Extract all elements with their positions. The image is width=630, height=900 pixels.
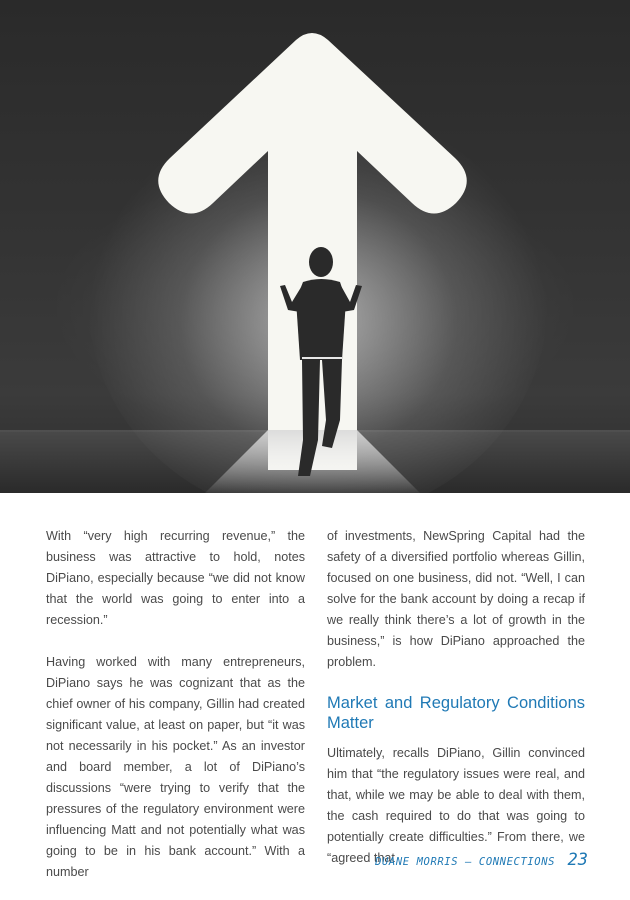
body-paragraph: Ultimately, recalls DiPiano, Gillin convinced him that “the regulatory issues were real, and that, while we may be able to deal with them, the cash required to do that was going to potentially create difficulties.” From there, we “agreed that (327, 746, 585, 865)
body-paragraph: of investments, NewSpring Capital had the safety of a diversified portfolio whereas Gillin, focused on one business, did not. “Well, I can solve for the bank account by doing a recap if we really think there’s a lot of growth in the business,” is how DiPiano approached the problem. (327, 529, 585, 669)
section-heading: Market and Regulatory Conditions Matter (327, 694, 585, 732)
page-number: 23 (567, 850, 588, 870)
body-paragraph: Having worked with many entrepreneurs, DiPiano says he was cognizant that as the chief owner of his company, Gillin had created significant value, at least on paper, but “it was not necessarily in his pocket.” As an investor and board member, a lot of DiPiano’s discussions “were trying to verify that the pressures of the regulatory environment were influencing Matt and not potentially what was going to be in his bank account.” With a number (46, 655, 305, 879)
right-column (327, 526, 585, 869)
body-paragraph: With “very high recurring revenue,” the business was attractive to hold, notes DiPiano, especially because “we did not know that the world was going to enter into a recession.” (46, 529, 305, 627)
page-footer (375, 850, 588, 870)
left-column (46, 526, 305, 883)
running-head: DUANE MORRIS — CONNECTIONS (375, 856, 556, 868)
